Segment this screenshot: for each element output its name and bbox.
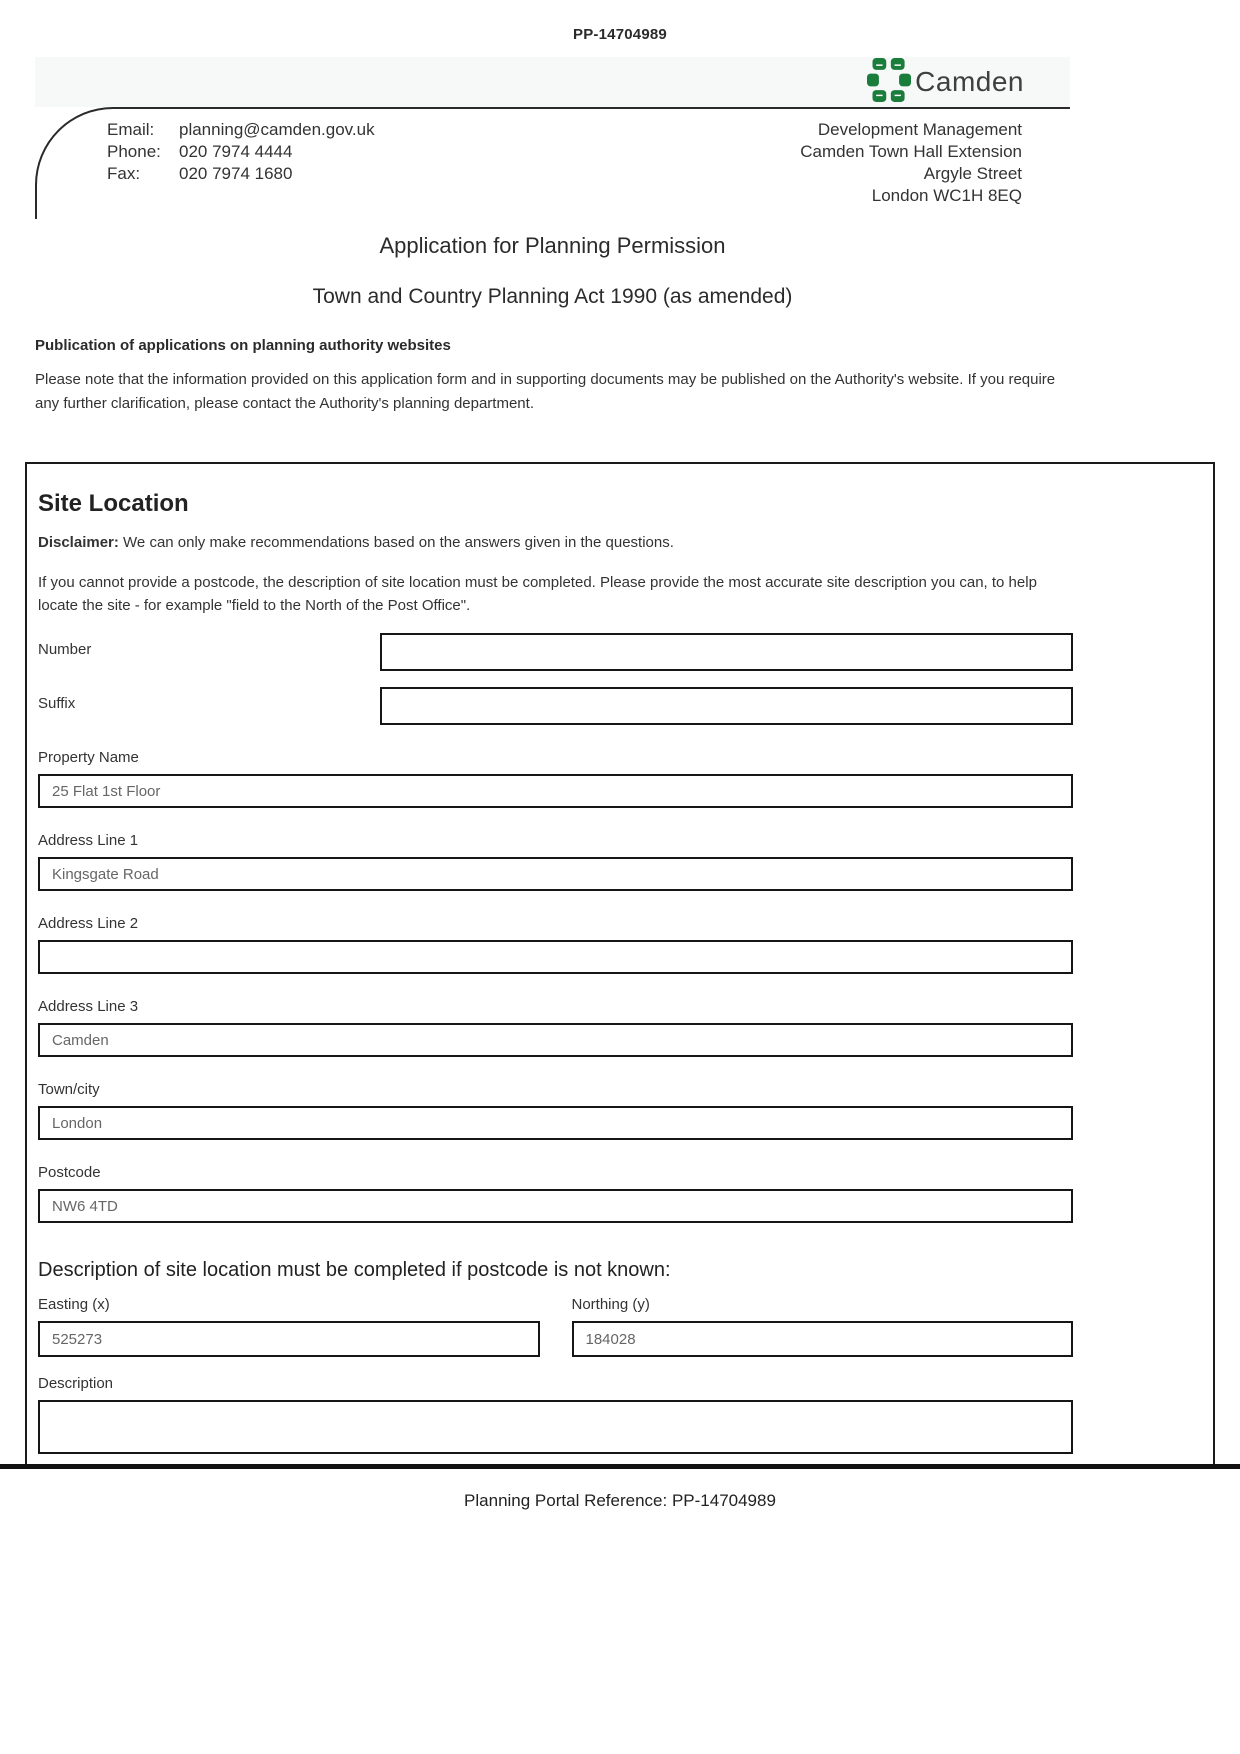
description-field (38, 1375, 1073, 1454)
disclaimer (38, 534, 1073, 551)
suffix-input[interactable] (380, 687, 1073, 725)
postcode-label: Postcode (38, 1164, 101, 1181)
disclaimer-text: We can only make recommendations based on the answers given in the questions. (118, 534, 674, 551)
phone-value: 020 7974 4444 (179, 142, 293, 161)
postcode-input[interactable] (38, 1189, 1073, 1223)
fax-label: Fax: (107, 164, 141, 183)
property-name-label: Property Name (38, 749, 139, 766)
address-line: London WC1H 8EQ (871, 186, 1022, 205)
camden-logo-icon (867, 58, 911, 107)
page-title: Application for Planning Permission (379, 233, 726, 258)
camden-logo (867, 58, 1024, 107)
description-section-heading: Description of site location must be completed if postcode is not known: (38, 1259, 671, 1281)
postcode-field (38, 1164, 1073, 1223)
email-value: planning@camden.gov.uk (179, 120, 375, 139)
page-divider (0, 1464, 1240, 1469)
suffix-row (38, 687, 1073, 725)
contact-header (35, 107, 1070, 219)
number-input[interactable] (380, 633, 1073, 671)
property-name-field (38, 749, 1073, 808)
authority-address (800, 119, 1070, 219)
northing-label: Northing (y) (571, 1296, 650, 1313)
town-city-input[interactable] (38, 1106, 1073, 1140)
address-line2-input[interactable] (38, 940, 1073, 974)
disclaimer-label: Disclaimer: (38, 534, 119, 551)
northing-field (572, 1296, 1074, 1357)
portal-reference-footer: Planning Portal Reference: PP-14704989 (464, 1491, 776, 1510)
address-line3-label: Address Line 3 (38, 998, 139, 1015)
address-line2-field (38, 915, 1073, 974)
site-location-section (25, 462, 1215, 1464)
number-label: Number (38, 641, 92, 658)
address-line3-input[interactable] (38, 1023, 1073, 1057)
address-line3-field (38, 998, 1073, 1057)
town-city-field (38, 1081, 1073, 1140)
fax-value: 020 7974 1680 (179, 164, 293, 183)
description-label: Description (38, 1375, 114, 1392)
town-city-label: Town/city (38, 1081, 100, 1098)
address-line1-label: Address Line 1 (38, 832, 139, 849)
description-input[interactable] (38, 1400, 1073, 1454)
portal-reference-top: PP-14704989 (573, 26, 667, 43)
page-subtitle: Town and Country Planning Act 1990 (as amended) (312, 285, 793, 308)
address-line: Camden Town Hall Extension (800, 142, 1022, 161)
easting-field (38, 1296, 540, 1357)
address-line1-input[interactable] (38, 857, 1073, 891)
site-location-intro: If you cannot provide a postcode, the description of site location must be completed. Please provide the most accurate site description you can, to help locate the site - for example "field to the North of the Post Office". (38, 574, 1037, 614)
address-line: Argyle Street (923, 164, 1022, 183)
address-line1-field (38, 832, 1073, 891)
email-label: Email: (107, 120, 155, 139)
contact-details (107, 119, 375, 219)
property-name-input[interactable] (38, 774, 1073, 808)
easting-input[interactable] (38, 1321, 540, 1357)
number-row (38, 633, 1073, 671)
publication-heading: Publication of applications on planning authority websites (35, 337, 451, 354)
address-line2-label: Address Line 2 (38, 915, 139, 932)
camden-logo-text: Camden (915, 66, 1024, 97)
northing-input[interactable] (572, 1321, 1074, 1357)
address-line: Development Management (817, 120, 1022, 139)
header-band (35, 57, 1070, 107)
phone-label: Phone: (107, 142, 161, 161)
site-location-heading: Site Location (38, 490, 189, 517)
publication-body: Please note that the information provided on this application form and in supporting documents may be published on the Authority's website. If you require any further clarification, please contact the Authority's planning department. (35, 371, 1056, 412)
easting-label: Easting (x) (38, 1296, 110, 1313)
suffix-label: Suffix (38, 695, 76, 712)
coordinates-row (38, 1296, 1073, 1357)
